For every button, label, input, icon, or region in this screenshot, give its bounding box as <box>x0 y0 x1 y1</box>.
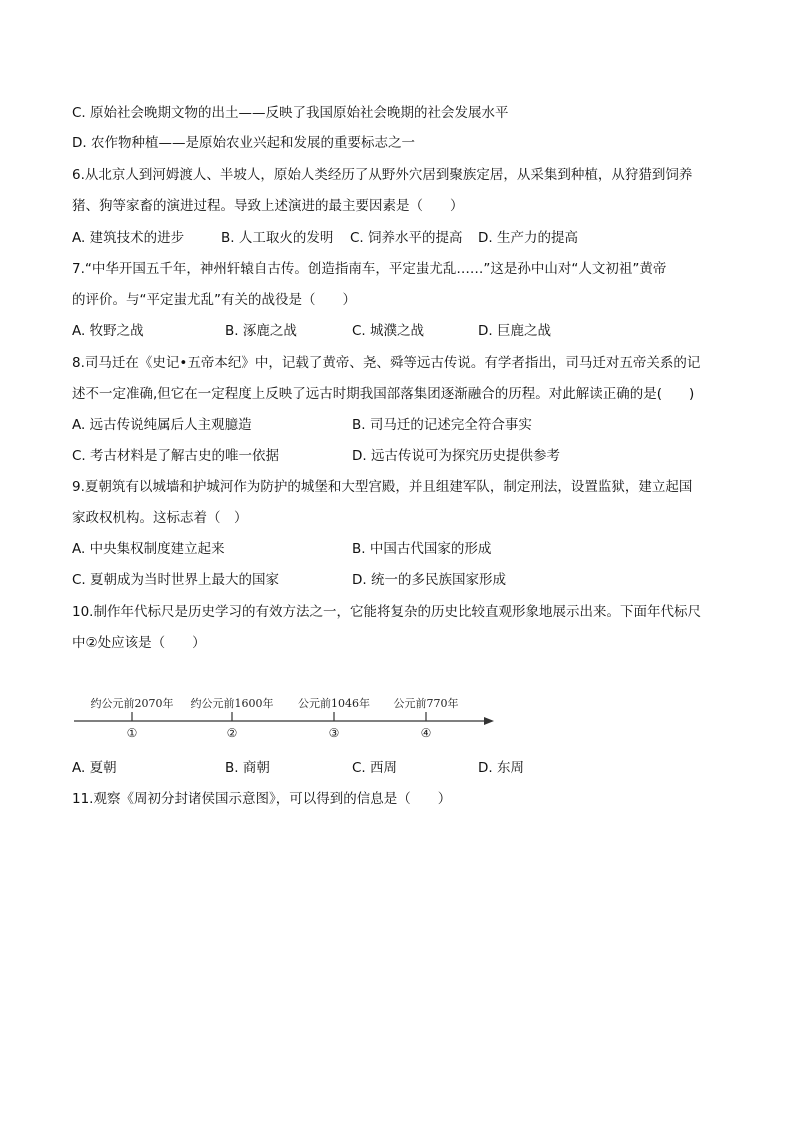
timeline-arrow-icon <box>484 717 494 725</box>
q7-stem-line1: 7.“中华开国五千年，神州轩辕自古传。创造指南车，平定蚩尤乱……”这是孙中山对“人文初祖”黄帝 <box>72 261 667 277</box>
q6-option-a: A. 建筑技术的进步 <box>72 230 185 246</box>
timeline-label-3: 公元前1046年 <box>298 697 370 710</box>
q6-option-c: C. 饲养水平的提高 <box>350 230 463 246</box>
q10-option-d: D. 东周 <box>478 760 524 776</box>
q8-stem-line1: 8.司马迁在《史记•五帝本纪》中，记载了黄帝、尧、舜等远古传说。有学者指出，司马迁对五帝关系的记 <box>72 355 701 371</box>
q7-option-a: A. 牧野之战 <box>72 323 144 339</box>
timeline-marker-4: ④ <box>420 726 432 740</box>
q9-stem-line1: 9.夏朝筑有以城墙和护城河作为防护的城堡和大型宫殿，并且组建军队，制定刑法，设置监狱，建立起国 <box>72 479 693 495</box>
timeline-marker-1: ① <box>126 726 138 740</box>
q7-option-d: D. 巨鹿之战 <box>478 323 551 339</box>
q8-option-c: C. 考古材料是了解古史的唯一依据 <box>72 448 280 464</box>
q9-option-a: A. 中央集权制度建立起来 <box>72 541 225 557</box>
q8-option-a: A. 远古传说纯属后人主观臆造 <box>72 417 252 433</box>
q8-option-d: D. 远古传说可为探究历史提供参考 <box>352 448 560 464</box>
q5-option-c: C. 原始社会晚期文物的出土——反映了我国原始社会晚期的社会发展水平 <box>72 105 509 121</box>
q10-stem-line1: 10.制作年代标尺是历史学习的有效方法之一，它能将复杂的历史比较直观形象地展示出来。下面年代标尺 <box>72 604 701 620</box>
q8-stem-line2: 述不一定准确,但它在一定程度上反映了远古时期我国部落集团逐渐融合的历程。对此解读正确的是( ) <box>72 386 695 402</box>
timeline-label-1: 约公元前2070年 <box>90 697 174 710</box>
q9-option-b: B. 中国古代国家的形成 <box>352 541 492 557</box>
timeline-label-4: 公元前770年 <box>393 697 459 710</box>
q10-option-b: B. 商朝 <box>225 760 270 776</box>
q6-option-b: B. 人工取火的发明 <box>221 230 334 246</box>
q6-stem-line1: 6.从北京人到河姆渡人、半坡人，原始人类经历了从野外穴居到聚族定居，从采集到种植，从狩猎到饲养 <box>72 167 693 183</box>
q7-stem-line2: 的评价。与“平定蚩尤乱”有关的战役是（ ） <box>72 292 356 308</box>
timeline-figure <box>72 690 502 740</box>
timeline-label-2: 约公元前1600年 <box>190 697 274 710</box>
q11-stem: 11.观察《周初分封诸侯国示意图》，可以得到的信息是（ ） <box>72 791 452 807</box>
q7-option-b: B. 涿鹿之战 <box>225 323 297 339</box>
q10-option-a: A. 夏朝 <box>72 760 117 776</box>
q9-option-d: D. 统一的多民族国家形成 <box>352 572 506 588</box>
q7-option-c: C. 城濮之战 <box>352 323 425 339</box>
timeline-marker-3: ③ <box>328 726 340 740</box>
timeline-marker-2: ② <box>226 726 238 740</box>
q10-option-c: C. 西周 <box>352 760 398 776</box>
q10-stem-line2: 中②处应该是（ ） <box>72 635 206 651</box>
q8-option-b: B. 司马迁的记述完全符合事实 <box>352 417 532 433</box>
q9-stem-line2: 家政权机构。这标志着（ ） <box>72 510 248 526</box>
q6-option-d: D. 生产力的提高 <box>478 230 578 246</box>
q9-option-c: C. 夏朝成为当时世界上最大的国家 <box>72 572 280 588</box>
q6-stem-line2: 猪、狗等家畜的演进过程。导致上述演进的最主要因素是（ ） <box>72 198 464 214</box>
q5-option-d: D. 农作物种植——是原始农业兴起和发展的重要标志之一 <box>72 135 415 151</box>
